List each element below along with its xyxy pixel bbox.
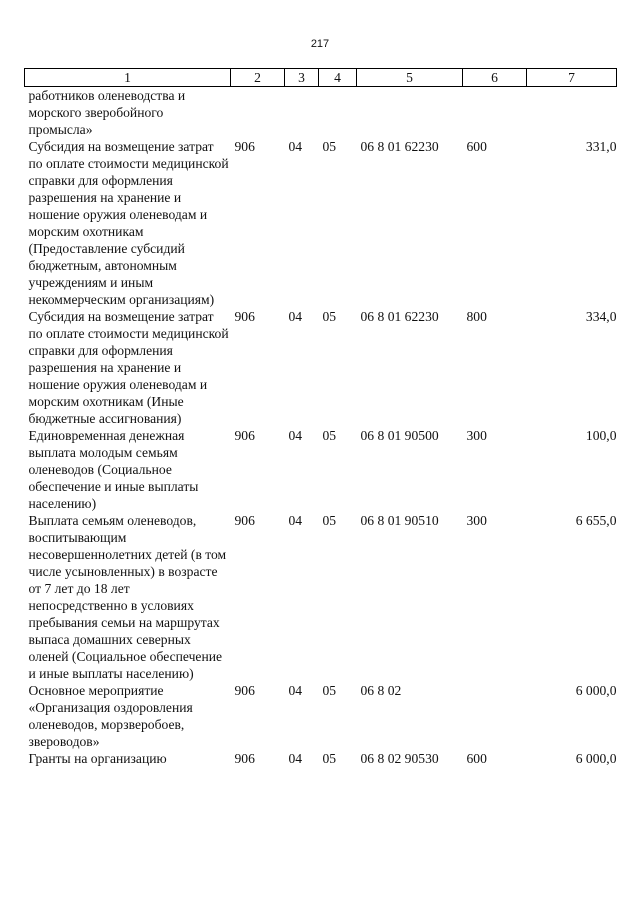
cell-subsection: 05 xyxy=(322,513,337,528)
cell-subsection: 05 xyxy=(322,309,337,324)
column-header: 3 xyxy=(285,69,319,87)
cell-amount: 6 000,0 xyxy=(575,751,617,766)
cell-amount xyxy=(527,87,617,139)
cell-section: 04 xyxy=(288,309,303,324)
cell-section: 04 xyxy=(288,428,303,443)
row-description: Единовременная денежная выплата молодым семьям оленеводов (Социальное обеспечение и иные выплаты населению) xyxy=(28,428,199,511)
cell-target-code xyxy=(357,87,463,139)
table-row xyxy=(25,87,617,139)
table-row xyxy=(25,512,617,682)
table-row xyxy=(25,427,617,512)
cell-department: 906 xyxy=(234,513,255,528)
page-number: 217 xyxy=(310,38,330,50)
cell-section: 04 xyxy=(288,751,303,766)
cell-subsection: 05 xyxy=(322,683,337,698)
cell-amount: 334,0 xyxy=(585,309,617,324)
cell-department: 906 xyxy=(234,139,255,154)
cell-section: 04 xyxy=(288,513,303,528)
cell-expense-type: 600 xyxy=(466,139,487,154)
cell-subsection: 05 xyxy=(322,751,337,766)
cell-expense-type: 600 xyxy=(466,751,487,766)
table-row xyxy=(25,308,617,427)
cell-department: 906 xyxy=(234,428,255,443)
cell-expense-type xyxy=(463,682,527,750)
cell-target-code: 06 8 01 90510 xyxy=(360,513,439,528)
cell-target-code: 06 8 01 90500 xyxy=(360,428,439,443)
column-header: 6 xyxy=(463,69,527,87)
cell-expense-type: 800 xyxy=(466,309,487,324)
cell-amount: 100,0 xyxy=(585,428,617,443)
budget-table xyxy=(24,68,617,767)
cell-department: 906 xyxy=(234,751,255,766)
row-description: Гранты на организацию xyxy=(28,751,167,766)
cell-subsection: 05 xyxy=(322,428,337,443)
cell-expense-type: 300 xyxy=(466,428,487,443)
cell-amount: 6 655,0 xyxy=(575,513,617,528)
column-header: 4 xyxy=(319,69,357,87)
cell-section: 04 xyxy=(288,683,303,698)
table-row xyxy=(25,750,617,767)
cell-department: 906 xyxy=(234,683,255,698)
cell-target-code: 06 8 01 62230 xyxy=(360,139,439,154)
row-description: Выплата семьям оленеводов, воспитывающим несовершеннолетних детей (в том числе усыновленных) в возрасте от 7 лет до 18 лет непосредственно в условиях пребывания семьи на маршрутах выпаса домашних северных оленей (Социальное обеспечение и иные выплаты населению) xyxy=(28,513,227,681)
cell-target-code: 06 8 01 62230 xyxy=(360,309,439,324)
table-row xyxy=(25,138,617,308)
cell-amount: 6 000,0 xyxy=(575,683,617,698)
row-description: Субсидия на возмещение затрат по оплате стоимости медицинской справки для оформления разрешения на хранение и ношение оружия оленеводам и морским охотникам (Иные бюджетные ассигнования) xyxy=(28,309,229,426)
cell-department xyxy=(231,87,285,139)
table-row xyxy=(25,682,617,750)
column-header: 1 xyxy=(25,69,231,87)
cell-target-code: 06 8 02 xyxy=(360,683,402,698)
row-description: Субсидия на возмещение затрат по оплате стоимости медицинской справки для оформления разрешения на хранение и ношение оружия оленеводам и морским охотникам (Предоставление субсидий бюджетным, автономным учреждениям и иным некоммерческим организациям) xyxy=(28,139,229,307)
row-description: работников оленеводства и морского зверобойного промысла» xyxy=(28,88,186,137)
header-row xyxy=(25,69,617,87)
cell-department: 906 xyxy=(234,309,255,324)
cell-section: 04 xyxy=(288,139,303,154)
column-header: 7 xyxy=(527,69,617,87)
cell-subsection xyxy=(319,87,357,139)
column-header: 2 xyxy=(231,69,285,87)
cell-expense-type xyxy=(463,87,527,139)
row-description: Основное мероприятие «Организация оздоровления оленеводов, морзверобоев, звероводов» xyxy=(28,683,193,749)
cell-amount: 331,0 xyxy=(585,139,617,154)
column-header: 5 xyxy=(357,69,463,87)
cell-section xyxy=(285,87,319,139)
cell-target-code: 06 8 02 90530 xyxy=(360,751,439,766)
cell-expense-type: 300 xyxy=(466,513,487,528)
cell-subsection: 05 xyxy=(322,139,337,154)
